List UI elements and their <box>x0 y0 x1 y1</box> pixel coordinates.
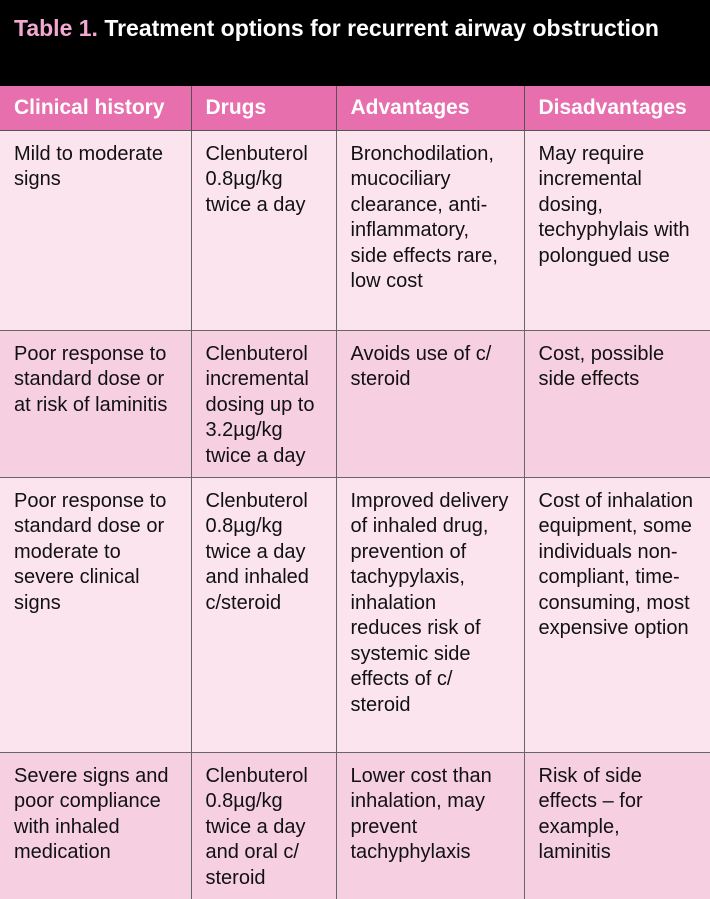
table-caption: Treatment options for recurrent airway obstruction <box>104 15 659 41</box>
header-row <box>0 86 710 130</box>
cell-drugs: Clenbuterol 0.8µg/kg twice a day and oral c/ steroid <box>191 752 336 899</box>
table-row <box>0 330 710 477</box>
table-row <box>0 752 710 899</box>
cell-advantages: Avoids use of c/ steroid <box>336 330 524 477</box>
cell-disadvantages: Risk of side effects – for example, laminitis <box>524 752 710 899</box>
cell-clinical-history: Poor response to standard dose or moderate to severe clinical signs <box>0 477 191 752</box>
cell-advantages: Bronchodilation, mucociliary clearance, anti-inflammatory, side effects rare, low cost <box>336 130 524 330</box>
treatment-table <box>0 86 710 899</box>
cell-clinical-history: Severe signs and poor compliance with inhaled medication <box>0 752 191 899</box>
table-row <box>0 477 710 752</box>
cell-clinical-history: Poor response to standard dose or at risk of laminitis <box>0 330 191 477</box>
cell-disadvantages: Cost of inhalation equipment, some individuals non-compliant, time-consuming, most expensive option <box>524 477 710 752</box>
table-number: Table 1. <box>14 15 98 41</box>
cell-drugs: Clenbuterol 0.8µg/kg twice a day and inhaled c/steroid <box>191 477 336 752</box>
cell-clinical-history: Mild to moderate signs <box>0 130 191 330</box>
cell-disadvantages: Cost, possible side effects <box>524 330 710 477</box>
header-drugs: Drugs <box>191 86 336 130</box>
header-clinical-history: Clinical history <box>0 86 191 130</box>
header-advantages: Advantages <box>336 86 524 130</box>
table-row <box>0 130 710 330</box>
cell-advantages: Lower cost than inhalation, may prevent tachyphylaxis <box>336 752 524 899</box>
table-title <box>0 0 710 86</box>
cell-disadvantages: May require incremental dosing, techyphylais with polongued use <box>524 130 710 330</box>
cell-drugs: Clenbuterol incremental dosing up to 3.2µg/kg twice a day <box>191 330 336 477</box>
header-disadvantages: Disadvantages <box>524 86 710 130</box>
cell-advantages: Improved delivery of inhaled drug, prevention of tachypylaxis, inhalation reduces risk of systemic side effects of c/ steroid <box>336 477 524 752</box>
cell-drugs: Clenbuterol 0.8µg/kg twice a day <box>191 130 336 330</box>
